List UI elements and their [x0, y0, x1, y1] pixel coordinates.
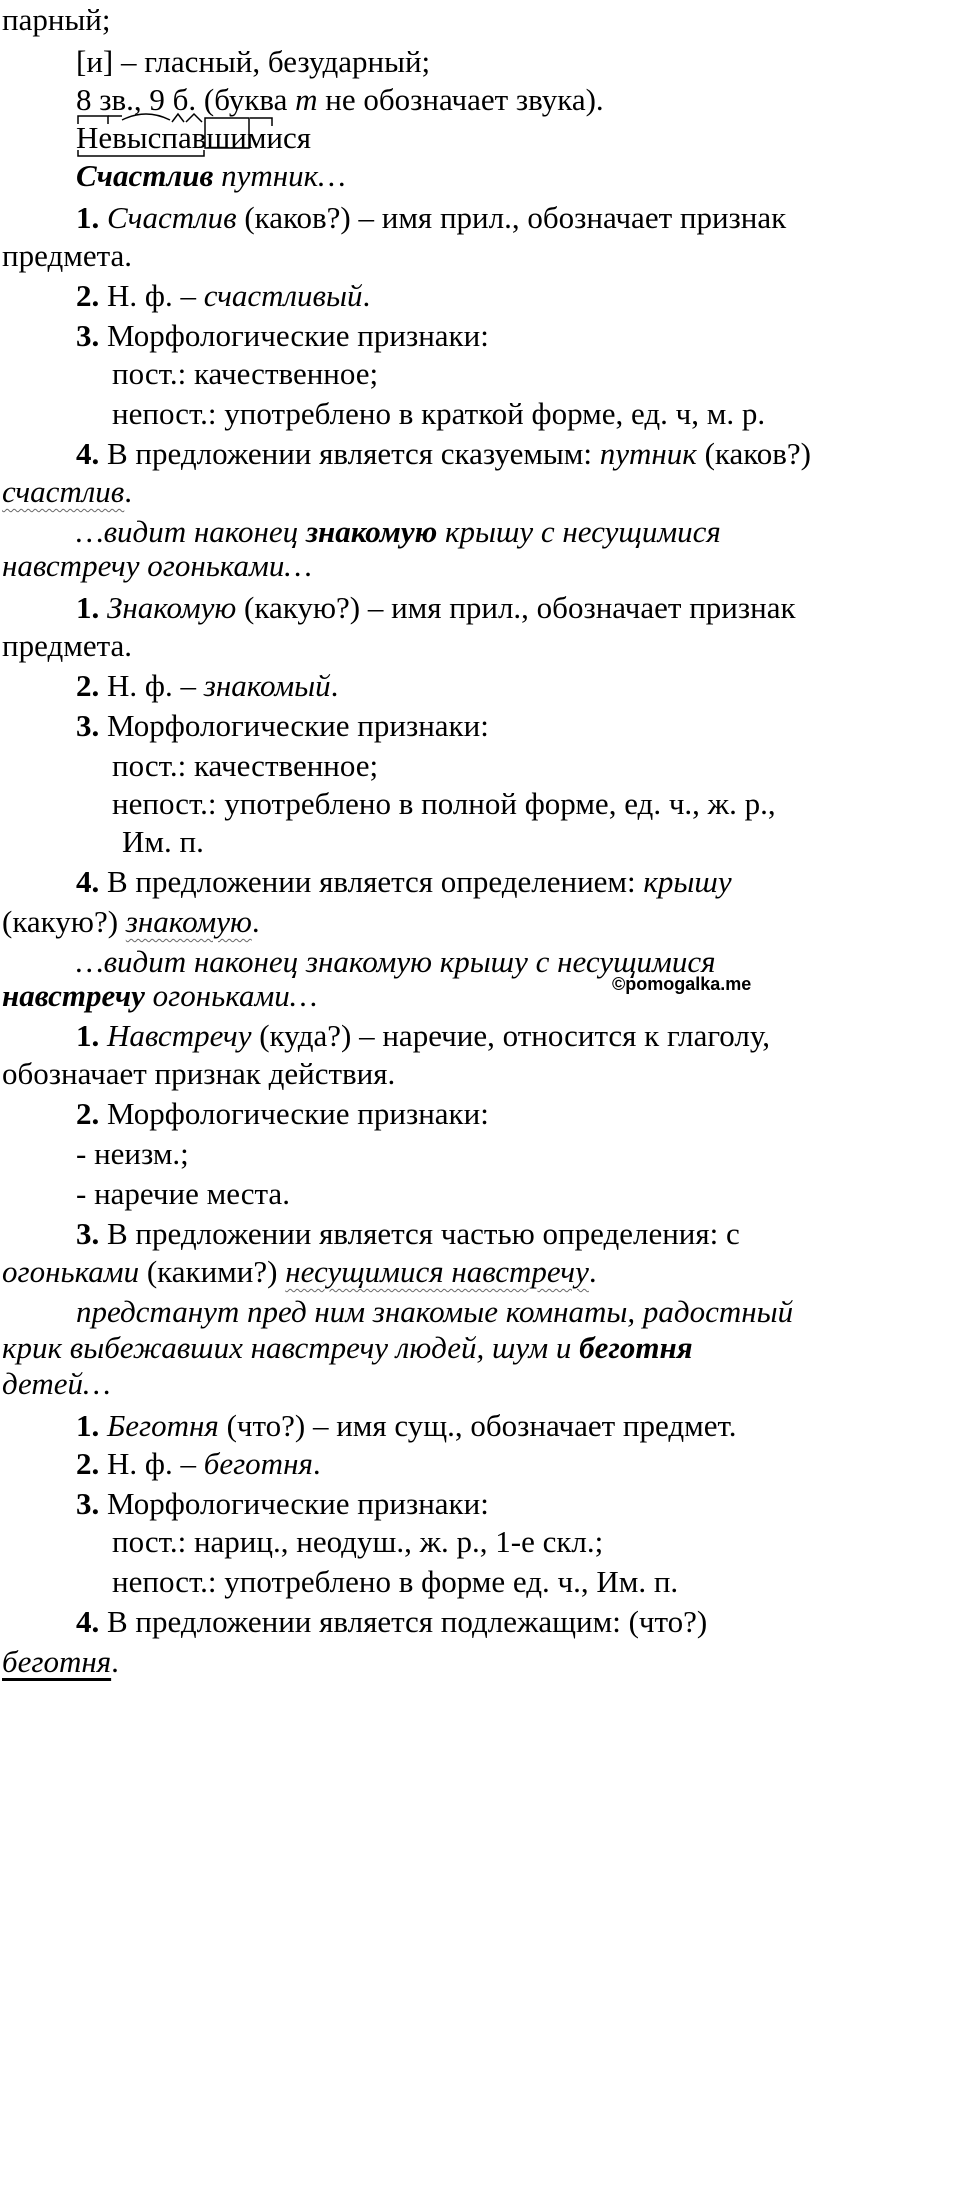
text-line: Им. п. — [122, 824, 204, 859]
morph-word — [76, 120, 311, 156]
heading-rest: путник… — [213, 158, 346, 193]
text-line: непост.: употреблено в краткой форме, ед. ч, м. р. — [112, 396, 766, 431]
item-number: 3. — [76, 318, 100, 353]
text-line — [76, 708, 489, 744]
key-word: знакомую — [305, 514, 438, 549]
section-heading-cont: детей… — [2, 1366, 111, 1401]
item-number: 1. — [76, 200, 100, 235]
section-heading: предстанут пред ним знакомые комнаты, радостный — [76, 1294, 794, 1329]
word: Счастлив — [107, 200, 237, 235]
text-line: - наречие места. — [76, 1176, 290, 1211]
word: Навстречу — [107, 1018, 252, 1053]
text-fragment: . — [362, 278, 371, 313]
text-line — [76, 668, 338, 704]
word: Беготня — [107, 1408, 219, 1443]
text-line — [2, 1644, 119, 1680]
text-fragment: . — [251, 904, 260, 939]
subject-word: беготня — [2, 1644, 112, 1679]
text-line — [76, 1096, 489, 1132]
word: путник — [599, 436, 697, 471]
text-fragment: В предложении является определением: — [99, 864, 644, 899]
key-word: Счастлив — [76, 158, 214, 193]
text-fragment: (какими?) — [139, 1254, 286, 1289]
morpheme-parse-word — [76, 120, 311, 156]
predicate-word: счастлив — [2, 474, 125, 509]
attribute-word: знакомую — [125, 904, 252, 939]
text-fragment: Н. ф. – — [99, 278, 204, 313]
text-line — [2, 1254, 597, 1290]
word: счастливый — [203, 278, 363, 313]
text-line: обозначает признак действия. — [2, 1056, 396, 1091]
item-number: 4. — [76, 436, 100, 471]
key-word: беготня — [579, 1330, 693, 1365]
text-line: [и] – гласный, безударный; — [76, 44, 431, 79]
text-line — [76, 590, 796, 626]
text-fragment: Морфологические признаки: — [99, 1096, 489, 1131]
text-fragment: . — [330, 668, 339, 703]
text-fragment: Н. ф. – — [99, 1446, 204, 1481]
item-number: 2. — [76, 278, 100, 313]
text-line — [76, 278, 370, 314]
text-line: пост.: качественное; — [112, 356, 379, 391]
word: беготня — [203, 1446, 313, 1481]
text-fragment: . — [588, 1254, 597, 1289]
text-line — [76, 1604, 707, 1640]
text-line: пост.: качественное; — [112, 748, 379, 783]
word: крышу — [643, 864, 732, 899]
text-fragment: (какую?) — [2, 904, 126, 939]
text-line — [76, 436, 811, 472]
text-fragment: Морфологические признаки: — [99, 1486, 489, 1521]
text-line — [2, 474, 132, 510]
text-fragment: не обозначает звука). — [317, 82, 604, 117]
text-fragment: . — [312, 1446, 321, 1481]
text-line — [76, 1018, 770, 1054]
item-number: 2. — [76, 668, 100, 703]
text-fragment: Морфологические признаки: — [99, 708, 489, 743]
attribute-phrase: несущимися навстречу — [285, 1254, 589, 1289]
italic-letter: т — [295, 82, 318, 117]
text-fragment: В предложении является частью определения: с — [99, 1216, 740, 1251]
text-fragment: 8 зв., 9 б. (буква — [76, 82, 296, 117]
item-number: 2. — [76, 1446, 100, 1481]
text-line: - неизм.; — [76, 1136, 189, 1171]
heading-part: …видит наконец — [76, 514, 306, 549]
text-line — [76, 1486, 489, 1522]
text-fragment: (каков?) – имя прил., обозначает признак — [236, 200, 787, 235]
word: огоньками — [2, 1254, 140, 1289]
section-heading — [76, 158, 346, 194]
text-line: предмета. — [2, 238, 133, 273]
text-fragment: (куда?) – наречие, относится к глаголу, — [251, 1018, 770, 1053]
item-number: 2. — [76, 1096, 100, 1131]
morpheme-marks-icon — [76, 112, 276, 162]
item-number: 4. — [76, 1604, 100, 1639]
text-line — [76, 318, 489, 354]
text-line: непост.: употреблено в форме ед. ч., Им. п. — [112, 1564, 679, 1599]
watermark: ©pomogalka.me — [612, 974, 752, 994]
key-word: навстречу — [2, 978, 145, 1013]
text-line: пост.: нариц., неодуш., ж. р., 1-е скл.; — [112, 1524, 604, 1559]
item-number: 1. — [76, 590, 100, 625]
text-line: непост.: употреблено в полной форме, ед. ч., ж. р., — [112, 786, 776, 821]
text-line — [76, 200, 786, 236]
text-line — [2, 904, 260, 940]
text-fragment: В предложении является сказуемым: — [99, 436, 600, 471]
word: знакомый — [203, 668, 331, 703]
text-line — [76, 1408, 737, 1444]
text-fragment: В предложении является подлежащим: (что?) — [99, 1604, 708, 1639]
item-number: 3. — [76, 1486, 100, 1521]
text-fragment: Морфологические признаки: — [99, 318, 489, 353]
text-line — [76, 864, 732, 900]
morph-word-text: Невыспавшимися — [76, 120, 312, 155]
item-number: 1. — [76, 1408, 100, 1443]
section-heading-cont: навстречу огоньками… — [2, 548, 312, 583]
section-heading-cont — [2, 978, 317, 1014]
text-fragment: . — [124, 474, 133, 509]
item-number: 3. — [76, 1216, 100, 1251]
section-heading: …видит наконец знакомую крышу с несущимися — [76, 944, 716, 979]
text-fragment: Н. ф. – — [99, 668, 204, 703]
heading-part: крик выбежавших навстречу людей, шум и — [2, 1330, 580, 1365]
text-line — [76, 1216, 740, 1252]
text-fragment: . — [111, 1644, 119, 1679]
item-number: 3. — [76, 708, 100, 743]
heading-part: огоньками… — [144, 978, 318, 1013]
text-line: парный; — [2, 2, 111, 37]
text-fragment: (что?) – имя сущ., обозначает предмет. — [218, 1408, 737, 1443]
item-number: 1. — [76, 1018, 100, 1053]
heading-part: крышу с несущимися — [437, 514, 721, 549]
section-heading — [76, 514, 721, 550]
item-number: 4. — [76, 864, 100, 899]
word: Знакомую — [107, 590, 237, 625]
text-fragment: (каков?) — [696, 436, 811, 471]
text-line: предмета. — [2, 628, 133, 663]
section-heading-cont — [2, 1330, 693, 1366]
text-fragment: (какую?) – имя прил., обозначает признак — [236, 590, 796, 625]
text-line — [76, 1446, 321, 1482]
